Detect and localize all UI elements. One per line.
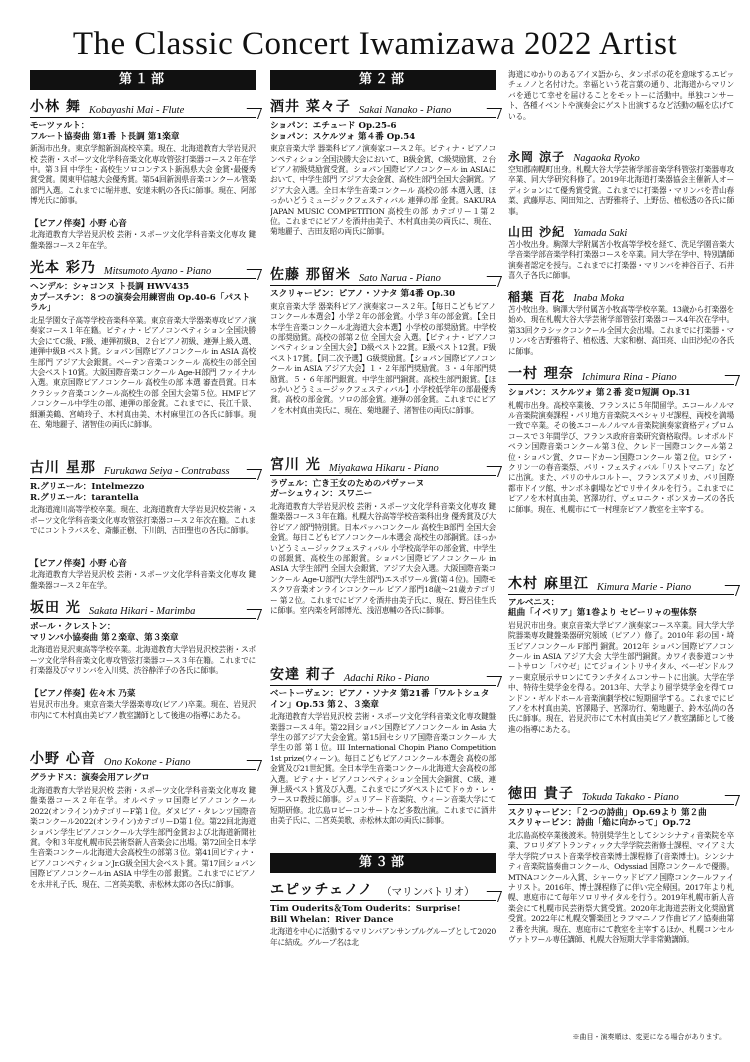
program-line: ガーシュウィン：スワニー [270, 489, 373, 500]
artist-bio: 北海道教育大学岩見沢校 芸術・スポーツ文化学科音楽文化専攻鍵盤楽器コース４年。第22回ショパン国際ピアノコンクール in Asia 大学生の部アジア大会金賞。第15回セシリア国際音楽コンクール 大学生の部 第１位。III International Chopin Piano Competition 1st prize(ウィーン)。毎日こどもピアノコンクール本選会 高校の部 金賞及び21世紀賞。全日本学生音楽コンクール北海道大会高校の部入選。ピティナ・ピアノコンペティション全国大会銅賞、C級、連弾上級ベスト賞及び入選。これまでにブダペストにてドゥカ・レ・ラースロ教授に師事。ジュリアード音楽院、ウィーン音楽大学にて短期研修。北広島ロビーコンサートなど多数出演。これまでに酒井由美子氏に、二宮英美歌、赤松林太郎の両氏に師事。 [270, 712, 496, 826]
member-bio: 苫小牧出身。駒澤大学付属苫小牧高等学校卒業。13歳から打楽器を始め、現在札幌大谷大学芸術学部管弦打楽器コース4年次在学中。第33回クラシックコンクール全国大会出場。これまでに打楽器・マリンバを吉野雅将子、植松透、大家和樹、高田亮、山田沙紀の各氏に師事。 [508, 305, 734, 356]
artist-name: 徳田 貴子 [508, 785, 574, 802]
program [508, 808, 734, 829]
accompanist-title: 【ピアノ伴奏】佐々木 乃菜 [30, 689, 136, 700]
member-romaji: Inaba Moka [573, 293, 625, 304]
program-line: スクリャービン：詩曲「焔に向かって」Op.72 [508, 818, 691, 829]
artist-bio: 札幌市出身。高校卒業後、フランスに５年間留学。エコールノルマル音楽院演奏課程・パリ地方音楽院スペシャリゼ課程、両校を満場一致で卒業。その後エコールノルマル音楽院演奏家資格ディプロムコースで３年間学び、フランス政府音楽研究資格取得。レオポルドベラン国際音楽コンクール第３位、クレド一国際コンクール第２位・ショパン賞、クロードカーン国際コンクール 第２位。ロシア・クリン一の春音楽祭、パリ・フェスティバル「リストマニア」などに出演。また、パリのサルコルトー、フランスアメリカ、パリ国際都市ドイツ館、サンボネ劇場などでリサイタルを行う。これまでにピアノを木村真由美、宮澤功行、ヴェロニク・ボンヌカーズの各氏に師事。現在、札幌市にて一村理奈ピアノ教室を主宰する。 [508, 400, 734, 514]
program-line: ポール・クレストン： [30, 622, 116, 633]
program [270, 289, 496, 300]
program-line: Bill Whelan：River Dance [270, 914, 394, 925]
artist-bio: 北海道を中心に活動するマリンバアンサンブルグループとして2020年に結成。グループ名は北 [270, 927, 496, 947]
member-name-row [508, 148, 734, 165]
artist-bio: 北海道滝川高等学校卒業。現在、北海道教育大学岩見沢校芸術・スポーツ文化学科音楽文化専攻管弦打楽器コース２年次在籍。これまでにコントラバスを、斎藤正樹、下川朗、吉田聖也の各氏に師事。 [30, 505, 256, 535]
artist-bio: 新潟市出身。東京学館新潟高校卒業。現在、北海道教育大学岩見沢校 芸術・スポーツ文化学科音楽文化専攻管弦打楽器コース２年在学中。第３回 中学生・高校生ソロコンテスト新潟県大会 金賞･最優秀賞受賞。関東甲信越大会優秀賞。第54回新潟県音楽コンクール管楽部門入選。これまでに堀井恵、安達未帆の各氏に師事。現在、阿部博光氏に師事。 [30, 144, 256, 206]
column-1 [30, 70, 256, 938]
program [270, 904, 496, 925]
member-name-row [508, 288, 734, 305]
part-3-header: 第３部 [270, 853, 496, 873]
program-line: Tim Ouderits＆Tom Ouderits：Surprise! [270, 904, 461, 915]
program-line: ラヴェル：亡き王女のためのパヴァーヌ [270, 478, 425, 489]
artist-furukawa [30, 457, 256, 591]
program [508, 388, 734, 399]
program [270, 121, 496, 142]
artist-name-row [30, 257, 256, 279]
artist-name: 光本 彩乃 [30, 260, 96, 277]
artist-name-row [30, 597, 256, 619]
artist-ono [30, 748, 256, 932]
artist-name-row [270, 664, 496, 686]
artist-mitsumoto [30, 257, 256, 451]
member-bio: 苫小牧出身。駒澤大学附属苫小牧高等学校を経て、洗足学園音楽大学音楽学部音楽学科打楽器コースを卒業。同大学在学中、特別講師演奏者認定を授与。これまでに打楽器・マリンバを神谷百子、石井喜久子各氏に師事。 [508, 240, 734, 281]
member-name: 山田 沙紀 [508, 225, 566, 239]
artist-romaji: Sakai Nanako - Piano [358, 105, 452, 116]
program-line: カプースチン：８つの演奏会用練習曲 Op.40-6「パストラル」 [30, 292, 251, 314]
column-2 [270, 70, 496, 954]
member-romaji: Nagaoka Ryoko [573, 153, 640, 164]
artist-name: エピッチェノノ [270, 882, 374, 899]
artist-romaji: Kimura Marie - Piano [596, 581, 692, 593]
artist-sato [270, 264, 496, 448]
accompanist-bio: 岩見沢市出身。東京音楽大学器楽専攻(ピアノ)卒業。現在、岩見沢市内にて木村真由美ピアノ教室講師として後進の指導にあたる。 [30, 700, 256, 720]
artist-name: 一村 理奈 [508, 366, 574, 382]
artist-romaji: （マリンバトリオ） [381, 887, 475, 899]
member-yamada [508, 223, 734, 282]
artist-romaji: Sato Narua - Piano [358, 273, 441, 285]
artist-romaji: Adachi Riko - Piano [343, 672, 430, 684]
accompanist-bio: 北海道教育大学岩見沢校 芸術・スポーツ文化学科音楽文化専攻 鍵盤楽器コース２年在学。 [30, 570, 256, 590]
program-line: R.グリエール：Intelmezzo [30, 481, 145, 492]
artist-romaji: Furukawa Seiya - Contrabass [103, 465, 230, 477]
artist-romaji: Miyakawa Hikaru - Piano [328, 462, 439, 474]
artist-romaji: Kobayashi Mai - Flute [88, 105, 185, 116]
program-line: モーツァルト： [30, 121, 90, 131]
artist-bio: 岩見沢市出身。東京音楽大学ピアノ演奏家コース卒業。同大学大学院器楽専攻鍵盤楽器研究領域（ピアノ）修了。2010年 彩の国・埼玉ピアノコンクール F部門 銅賞。2012年 ショパン国際ピアノコンクール in ASIA アジア大会 大学生部門銅賞。カワイ表参道コンサートサロン「パウゼ」にてジョイントリサイタル、ベーゼンドルファー東京展示サロンにてランチタイムコンサートに出演。大学在学中、特待生奨学金を得る。2013年、大学より留学奨学金を得てロンドン・ギルドホール音楽演劇学校に短期留学する。これまでにピアノを木村真由美、宮澤陽子、宮澤功行、菊地麗子、鈴木弘尚の各氏に師事。現在、岩見沢市にて木村真由美ピアノ教室講師として後進の指導にあたる。 [508, 620, 734, 734]
artist-name: 小野 心音 [30, 751, 96, 768]
program-line: スクリャービン：ピアノ・ソナタ 第4番 Op.30 [270, 289, 456, 300]
artist-bio: 北海道岩見沢東高等学校卒業。北海道教育大学岩見沢校芸術・スポーツ文化学科音楽文化専攻管弦打楽器コース３年在籍。これまでに打楽器及びマリンバを入川奨、渋谷静洋子の各氏に師事。 [30, 645, 256, 676]
program-line: ベートーヴェン：ピアノ・ソナタ 第21番「ワルトシュタイン」Op.53 第２、３楽章 [270, 688, 490, 710]
artist-name-row [30, 457, 256, 479]
program [270, 479, 496, 500]
artist-miyagawa [270, 454, 496, 658]
artist-name: 安達 莉子 [270, 666, 336, 683]
member-nagaoka [508, 148, 734, 217]
artist-name-row [30, 96, 256, 118]
artist-romaji: Mitsumoto Ayano - Piano [103, 266, 212, 278]
artist-name-row [270, 96, 496, 118]
program-line: ヘンデル：シャコンヌ ト長調 HWV435 [30, 282, 190, 293]
artist-name-row [508, 783, 734, 805]
part-2-header: 第２部 [270, 70, 496, 90]
artist-name-row [508, 573, 734, 595]
program [270, 689, 496, 710]
artist-bio: 北星学園女子高等学校音楽科卒業。東京音楽大学器楽専攻ピアノ演奏家コース１年在籍。ピティナ・ピアノコンペティション全国決勝大会にてC級、F級、連弾初級B、２台ピアノ初級、連弾上級入選、連弾中級B ベスト賞。ショパン国際ピアノコンクール in ASIA 高校生部門 アジア大会銀賞。ベーテン音楽コンクール 高校生の部全国大会ベスト10賞。大阪国際音楽コンクール Age-H部門 ファイナル入選。東京国際ピアノコンクール 高校生の部 本選 審査員賞。日本クラシック音楽コンクール高校生の部 全国大会第５位。HMFピアノコンクール中学生の部、連弾の部金賞。これまでに、長江千景、細瀬美鶴、宮崎玲子、木村真由美、木村麻里江の各氏に師事。現在、菊地麗子、渚智佳の両氏に師事。 [30, 315, 256, 430]
program-line: スクリャービン：「２つの詩曲」Op.69より 第２曲 [508, 807, 707, 818]
program-line: ショパン：スケルツォ 第４番 Op.54 [270, 131, 416, 142]
accompanist-bio: 北海道教育大学岩見沢校 芸術・スポーツ文化学科音楽文化専攻 鍵盤楽器コース２年在学。 [30, 230, 256, 250]
artist-bio: 東京音楽大学 器楽科ピアノ演奏家コース２年。【毎日こどもピアノコンクール本選会】小学２年の部金賞。小学３年の部金賞。【全日本学生音楽コンクール北海道大会本選】小学校の部奨励賞。中学校の部奨励賞。高校の部第２位 全国大会 入選。【ピティナ・ピアノコンペティション全国大会】D級ベスト22賞。E級ベスト12賞。F級ベスト17賞。【同二次予選】G級奨励賞。【ショパン国際ピアノコンクール in ASIA アジア大会】１・２年部門奨励賞。３・４年部門奨励賞。５・６年部門銀賞。中学生部門銅賞。高校生部門銀賞。【ほっかいどうミュージックフェスティバル】小学校低学年の部最優秀賞。高校の部金賞。ソロの部金賞。連弾の部金賞。これまでにピアノを木村真由美氏に、現在、菊地麗子、渚智佳の両氏に師事。 [270, 301, 496, 415]
artist-ichimura [508, 363, 734, 567]
artist-name-row [270, 454, 496, 476]
artist-romaji: Tokuda Takako - Piano [581, 791, 679, 803]
member-name-row [508, 223, 734, 240]
column-3 [508, 70, 734, 993]
artist-name-row [270, 879, 496, 901]
artist-name: 佐藤 那留米 [270, 267, 351, 284]
program [508, 598, 734, 619]
member-inaba [508, 288, 734, 357]
member-name: 永岡 涼子 [508, 150, 566, 164]
page-title: The Classic Concert Iwamizawa 2022 Artist [72, 26, 678, 62]
artist-name: 木村 麻里江 [508, 575, 589, 592]
artist-sakata [30, 597, 256, 742]
member-name: 稲葉 百花 [508, 290, 566, 304]
program-line: ショパン：スケルツォ 第２番 変ロ短調 Op.31 [508, 388, 691, 398]
footer-note: ※曲目・演奏順は、変更になる場合があります。 [572, 1033, 726, 1041]
artist-adachi [270, 664, 496, 847]
artist-sakai [270, 96, 496, 258]
part-1-header: 第１部 [30, 70, 256, 90]
artist-kobayashi [30, 96, 256, 251]
artist-kimura [508, 573, 734, 777]
artist-romaji: Ono Kokone - Piano [103, 757, 191, 769]
artist-name: 酒井 菜々子 [270, 99, 351, 115]
artist-bio: 北海道教育大学岩見沢校 芸術・スポーツ文化学科音楽文化専攻 鍵盤楽器コース２年在学。オルベテッロ国際ピアノコンクール2022(オンライン)カテゴリーF第１位。ダヌビア・タレンツ国際音楽コンクール2022(オンライン)カテゴリーD第１位。第22回北海道ショパン学生ピアノコンクール大学生部門金賞および北海道新聞社賞。令和３年度札幌市民芸術祭新人音楽会に出場。第72回全日本学生音楽コンクール北海道大会高校生の部第３位。第41回ピティナ・ピアノコンペティションJr.G級全国大会ベスト賞。第17回ショパン国際ピアノコンクールin ASIA 中学生の部 銀賞。これまでにピアノを永井礼子氏、現在、二宮英美歌、赤松林太郎の各氏に師事。 [30, 785, 256, 889]
program-line: R.グリエール：tarantella [30, 492, 139, 503]
ensemble-bio-continued: 海道にゆかりのあるアイヌ語から、タンポポの花を意味するエピッチェノノと名付けた。幸福という花言葉の通り、北海道からマリンバを通じて幸せを届けることをモットーに活動中。単独コンサート、各種イベントや演奏会にゲスト出演するなど活動の幅を広げている。 [508, 70, 734, 121]
artist-bio: 北広島高校卒業後渡米。特別奨学生としてシンシナティ音楽院を卒業、フロリダアトランティック大学学院芸術修士課程、マイアミ大学大学院プロスト音楽学校音楽博士課程修了(音楽博士)。シンシナティ音楽院協奏曲コンクール、Odyssiad 国際コンクールで優勝。MTNAコンクール入賞、シャーウッドピアノ国際コンクールファイナリスト。2016年、博士課程修了に伴い完全帰国。2017年より札幌、恵庭市にて毎年ソロリサイタルを行う。2019年札幌市新人音楽会にて札幌市民芸術祭大賞受賞。2020年北海道芸術文化奨励賞受賞。2022年に札幌交響楽団とラフマニノフ作曲ピアノ協奏曲第２番を共演。現在、恵庭市にて教室を主宰するほか、札幌コンセルヴァトワール専任講師、札幌大谷短期大学非常勤講師。 [508, 830, 734, 945]
artist-tokuda [508, 783, 734, 987]
artist-name: 坂田 光 [30, 600, 81, 617]
artist-bio: 北海道教育大学岩見沢校 芸術・スポーツ文化学科音楽文化専攻 鍵盤楽器コース３年在籍。札幌大谷高等学校音楽科出身 優秀賞及び大谷ピアノ部門特別賞。日本パッハコンクール 高校生B部門 全国大会金賞。毎日こどもピアノコンクール本選会 高校生の部銅賞。ほっかいどうミュージックフェスティバル 小学校高学年の部金賞、中学生の部銀賞、高校生の部銀賞。ショパン国際ピアノコンクール in ASIA 大学生部門 全国大会銀賞、アジア大会入選。大阪国際音楽コンクール Age-U部門(大学生部門)エスポワール賞(第４位)。国際モスクワ音楽オンラインコンクール ピアノ部門18歳〜21歳カテゴリー 第２位。これまでにピアノを酒井由美子氏に、現在、野呂佳生氏に師事。室内楽を阿部博光、浅沼恵輔の各氏に師事。 [270, 501, 496, 616]
artist-name-row [270, 264, 496, 286]
program [30, 121, 256, 142]
artist-romaji: Ichimura Rina - Piano [581, 372, 677, 383]
program-line: グラナドス：演奏会用アレグロ [30, 773, 150, 784]
program-line: マリンバ小協奏曲 第２楽章、第３楽章 [30, 632, 179, 643]
accompanist-title: 【ピアノ伴奏】小野 心音 [30, 219, 127, 230]
accompanist-title: 【ピアノ伴奏】小野 心音 [30, 559, 127, 570]
member-romaji: Yamada Saki [573, 228, 628, 239]
program-line: フルート協奏曲 第1番 ト長調 第1楽章 [30, 131, 180, 142]
program [30, 282, 256, 314]
program-line: ショパン：エチュード Op.25-6 [270, 121, 397, 131]
program-line: 組曲「イベリア」第1巻より セビーリャの聖体祭 [508, 608, 697, 619]
artist-name-row [30, 748, 256, 770]
artist-ensemble [270, 879, 496, 948]
program [30, 773, 256, 784]
program [30, 482, 256, 503]
artist-name: 小林 舞 [30, 99, 81, 115]
member-bio: 空知郡南幌町出身。札幌大谷大学芸術学部音楽学科管弦打楽器専攻卒業、同大学研究科修了。2019年北海道打楽器協会主催新人オーディションにて優秀賞受賞。これまでに打楽器・マリンバを青山春菜、武藤厚志、岡田知之、吉野雅将子、上野岳、植松透の各氏に師事。 [508, 165, 734, 216]
artist-name-row [508, 363, 734, 385]
program-line: アルベニス： [508, 597, 560, 608]
artist-name: 宮川 光 [270, 456, 321, 473]
artist-bio: 東京音楽大学 器楽科ピアノ演奏家コース２年。ピティナ・ピアノコンペティション全国決勝大会において、B級金賞、C級奨励賞、２台ピアノ初級奨励賞受賞。ショパン国際ピアノコンクール in ASIAにおいて、中学生部門 アジア大会金賞、高校生部門全国大会銅賞。アジア大会入選。全日本学生音楽コンクール 高校の部 本選入選、ほっかいどうミュージックフェスティバル 連弾の部 金賞。SAKURA JAPAN MUSIC COMPETITION 高校生の部 カテゴリー１第２位。これまでにピアノを酒井由美子、木村真由美の両氏に、現在、菊地麗子、吉田友昭の両氏に師事。 [270, 144, 496, 237]
artist-romaji: Sakata Hikari - Marimba [88, 606, 196, 618]
artist-name: 古川 星那 [30, 459, 96, 476]
program [30, 622, 256, 643]
